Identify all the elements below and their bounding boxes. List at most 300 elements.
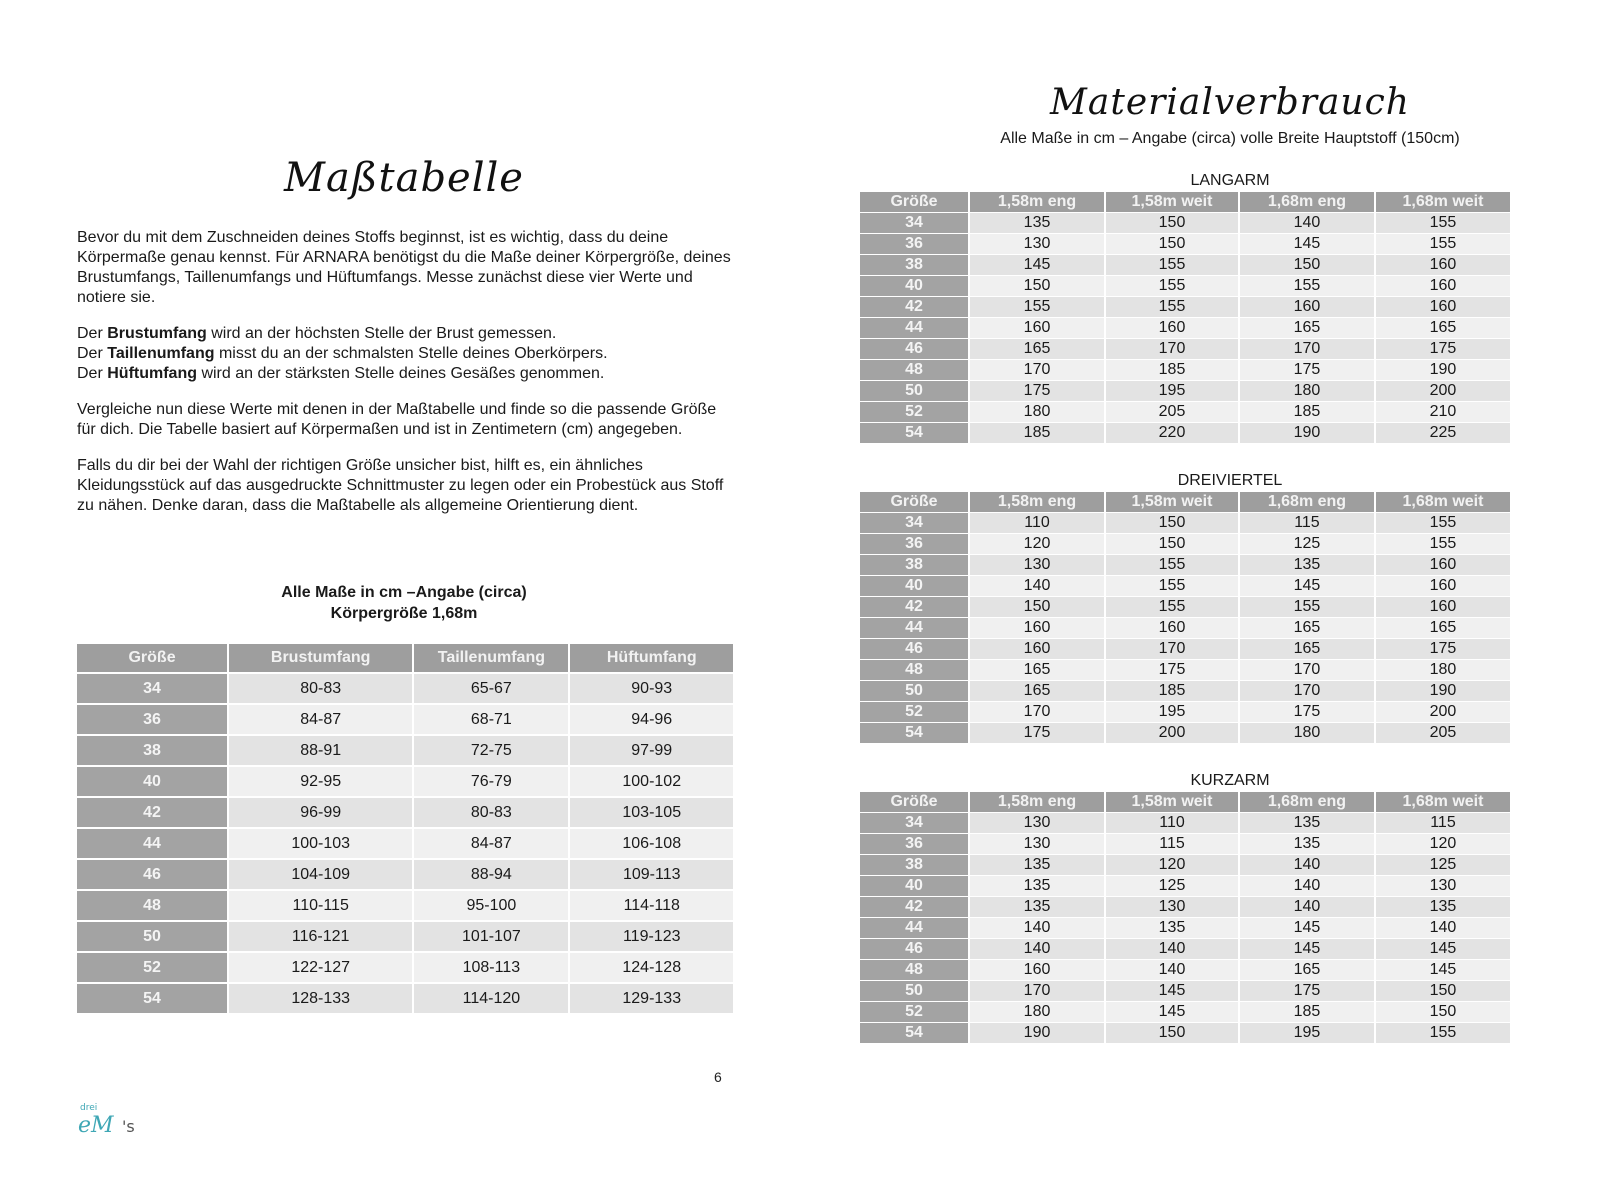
right-page — [860, 0, 1600, 1200]
value-cell: 140 — [1240, 897, 1374, 917]
value-cell: 170 — [1106, 639, 1238, 659]
value-cell: 185 — [970, 423, 1104, 443]
dreiviertel-block — [860, 470, 1600, 744]
value-cell: 110 — [1106, 813, 1238, 833]
value-cell: 195 — [1106, 381, 1238, 401]
value-cell: 170 — [970, 981, 1104, 1001]
size-table-header-row — [77, 644, 733, 672]
value-cell: 135 — [970, 213, 1104, 233]
value-cell: 95-100 — [414, 891, 568, 920]
value-cell: 180 — [1376, 660, 1510, 680]
value-cell: 150 — [1106, 534, 1238, 554]
value-cell: 125 — [1106, 876, 1238, 896]
text: wird an der stärksten Stelle deines Gesäßes genommen. — [197, 365, 605, 382]
value-cell: 150 — [970, 276, 1104, 296]
header-cell: 1,58m eng — [970, 792, 1104, 812]
header-cell: 1,68m weit — [1376, 492, 1510, 512]
value-cell: 165 — [970, 660, 1104, 680]
value-cell: 160 — [970, 960, 1104, 980]
value-cell: 160 — [1376, 597, 1510, 617]
value-cell: 120 — [970, 534, 1104, 554]
table-row — [860, 1023, 1510, 1043]
table-row — [860, 918, 1510, 938]
value-cell: 110 — [970, 513, 1104, 533]
langarm-heading: LANGARM — [1190, 172, 1270, 189]
table-row — [77, 767, 733, 796]
value-cell: 205 — [1376, 723, 1510, 743]
value-cell: 200 — [1376, 702, 1510, 722]
value-cell: 145 — [1376, 939, 1510, 959]
value-cell: 170 — [970, 360, 1104, 380]
value-cell: 150 — [1240, 255, 1374, 275]
value-cell: 68-71 — [414, 705, 568, 734]
size-cell: 54 — [77, 984, 227, 1013]
value-cell: 130 — [1376, 876, 1510, 896]
header-cell: 1,68m weit — [1376, 192, 1510, 212]
logo-suffix-text: 's — [122, 1117, 135, 1136]
value-cell: 220 — [1106, 423, 1238, 443]
header-cell: 1,68m eng — [1240, 192, 1374, 212]
size-cell: 48 — [860, 960, 968, 980]
value-cell: 165 — [1240, 318, 1374, 338]
value-cell: 160 — [1376, 555, 1510, 575]
value-cell: 94-96 — [570, 705, 733, 734]
size-cell: 44 — [860, 918, 968, 938]
value-cell: 120 — [1106, 855, 1238, 875]
table-row — [860, 555, 1510, 575]
value-cell: 122-127 — [229, 953, 412, 982]
value-cell: 145 — [1240, 234, 1374, 254]
value-cell: 97-99 — [570, 736, 733, 765]
value-cell: 190 — [970, 1023, 1104, 1043]
value-cell: 135 — [1376, 897, 1510, 917]
value-cell: 135 — [970, 897, 1104, 917]
logo-main-text: eM — [78, 1113, 114, 1138]
value-cell: 130 — [970, 813, 1104, 833]
value-cell: 150 — [1106, 513, 1238, 533]
size-cell: 34 — [860, 813, 968, 833]
value-cell: 88-94 — [414, 860, 568, 889]
table-row — [77, 736, 733, 765]
size-cell: 42 — [77, 798, 227, 827]
value-cell: 76-79 — [414, 767, 568, 796]
measure-line-waist — [77, 344, 737, 364]
value-cell: 160 — [1376, 576, 1510, 596]
text: Der — [77, 345, 108, 362]
table-row — [860, 423, 1510, 443]
table-row — [860, 897, 1510, 917]
value-cell: 90-93 — [570, 674, 733, 703]
value-cell: 150 — [1106, 213, 1238, 233]
value-cell: 120 — [1376, 834, 1510, 854]
compare-paragraph: Vergleiche nun diese Werte mit denen in der Maßtabelle und finde so die passende Größe für dich. Die Tabelle basiert auf Körpermaßen und ist in Zentimetern (cm) angegeben. — [77, 401, 717, 438]
size-cell: 50 — [77, 922, 227, 951]
table-row — [77, 860, 733, 889]
value-cell: 84-87 — [414, 829, 568, 858]
value-cell: 140 — [970, 918, 1104, 938]
value-cell: 106-108 — [570, 829, 733, 858]
value-cell: 170 — [1106, 339, 1238, 359]
value-cell: 180 — [970, 402, 1104, 422]
kurzarm-heading: KURZARM — [1190, 772, 1270, 789]
size-cell: 44 — [77, 829, 227, 858]
value-cell: 80-83 — [229, 674, 412, 703]
value-cell: 175 — [970, 723, 1104, 743]
bold-term: Taillenumfang — [107, 345, 215, 362]
value-cell: 155 — [1376, 213, 1510, 233]
value-cell: 109-113 — [570, 860, 733, 889]
size-table — [75, 642, 735, 1015]
size-chart-title: Maßtabelle — [284, 155, 524, 201]
size-cell: 40 — [860, 276, 968, 296]
size-cell: 54 — [860, 423, 968, 443]
value-cell: 150 — [1106, 1023, 1238, 1043]
bold-term: Hüftumfang — [107, 365, 197, 382]
table-row — [860, 213, 1510, 233]
value-cell: 160 — [970, 639, 1104, 659]
header-row — [860, 192, 1510, 212]
value-cell: 150 — [1376, 981, 1510, 1001]
dreiviertel-heading: DREIVIERTEL — [1177, 472, 1283, 489]
value-cell: 100-103 — [229, 829, 412, 858]
value-cell: 155 — [1106, 297, 1238, 317]
value-cell: 108-113 — [414, 953, 568, 982]
size-cell: 44 — [860, 318, 968, 338]
value-cell: 103-105 — [570, 798, 733, 827]
header-row — [860, 792, 1510, 812]
value-cell: 125 — [1240, 534, 1374, 554]
value-cell: 185 — [1240, 402, 1374, 422]
value-cell: 160 — [1240, 297, 1374, 317]
value-cell: 88-91 — [229, 736, 412, 765]
table-row — [860, 960, 1510, 980]
size-cell: 44 — [860, 618, 968, 638]
value-cell: 130 — [1106, 897, 1238, 917]
value-cell: 210 — [1376, 402, 1510, 422]
table-row — [860, 297, 1510, 317]
header-cell: Taillenumfang — [414, 644, 568, 672]
size-cell: 52 — [77, 953, 227, 982]
value-cell: 170 — [970, 702, 1104, 722]
size-cell: 52 — [860, 702, 968, 722]
value-cell: 145 — [1376, 960, 1510, 980]
table-row — [77, 953, 733, 982]
table-row — [77, 891, 733, 920]
value-cell: 115 — [1106, 834, 1238, 854]
size-cell: 46 — [860, 339, 968, 359]
value-cell: 145 — [1240, 576, 1374, 596]
size-cell: 48 — [860, 660, 968, 680]
value-cell: 160 — [1376, 276, 1510, 296]
value-cell: 170 — [1240, 339, 1374, 359]
page-number: 6 — [714, 1069, 722, 1085]
langarm-table — [858, 191, 1512, 444]
value-cell: 165 — [1240, 639, 1374, 659]
value-cell: 175 — [970, 381, 1104, 401]
table-row — [860, 855, 1510, 875]
table-row — [860, 597, 1510, 617]
value-cell: 135 — [1106, 918, 1238, 938]
value-cell: 140 — [1240, 876, 1374, 896]
value-cell: 140 — [970, 576, 1104, 596]
text: misst du an der schmalsten Stelle deines Oberkörpers. — [214, 345, 608, 362]
table-row — [860, 876, 1510, 896]
value-cell: 180 — [970, 1002, 1104, 1022]
value-cell: 190 — [1376, 681, 1510, 701]
value-cell: 150 — [1106, 234, 1238, 254]
size-cell: 38 — [77, 736, 227, 765]
value-cell: 145 — [1106, 1002, 1238, 1022]
table-row — [860, 639, 1510, 659]
table-row — [860, 939, 1510, 959]
value-cell: 155 — [1376, 234, 1510, 254]
header-cell: 1,58m weit — [1106, 192, 1238, 212]
measure-instructions — [77, 324, 737, 384]
value-cell: 155 — [1106, 555, 1238, 575]
size-cell: 38 — [860, 855, 968, 875]
value-cell: 190 — [1240, 423, 1374, 443]
dreiviertel-table — [858, 491, 1512, 744]
size-cell: 36 — [860, 234, 968, 254]
caption-line: Alle Maße in cm –Angabe (circa) — [281, 584, 527, 601]
value-cell: 140 — [1376, 918, 1510, 938]
header-cell: 1,68m eng — [1240, 792, 1374, 812]
header-cell: 1,68m weit — [1376, 792, 1510, 812]
value-cell: 165 — [1240, 618, 1374, 638]
value-cell: 205 — [1106, 402, 1238, 422]
value-cell: 195 — [1106, 702, 1238, 722]
value-cell: 110-115 — [229, 891, 412, 920]
value-cell: 170 — [1240, 660, 1374, 680]
table-row — [860, 513, 1510, 533]
value-cell: 155 — [1376, 513, 1510, 533]
size-cell: 34 — [860, 213, 968, 233]
table-row — [860, 660, 1510, 680]
value-cell: 72-75 — [414, 736, 568, 765]
value-cell: 200 — [1106, 723, 1238, 743]
value-cell: 140 — [1240, 213, 1374, 233]
value-cell: 135 — [1240, 813, 1374, 833]
table-row — [77, 829, 733, 858]
value-cell: 135 — [1240, 834, 1374, 854]
size-cell: 36 — [860, 834, 968, 854]
caption-line: Körpergröße 1,68m — [330, 605, 478, 622]
value-cell: 155 — [1240, 597, 1374, 617]
value-cell: 125 — [1376, 855, 1510, 875]
measure-line-hip — [77, 364, 737, 384]
value-cell: 145 — [970, 255, 1104, 275]
left-page — [0, 0, 790, 1200]
size-cell: 50 — [860, 381, 968, 401]
value-cell: 180 — [1240, 723, 1374, 743]
measure-line-bust — [77, 324, 737, 344]
size-cell: 52 — [860, 402, 968, 422]
value-cell: 165 — [1376, 318, 1510, 338]
size-cell: 36 — [860, 534, 968, 554]
value-cell: 140 — [1106, 960, 1238, 980]
value-cell: 101-107 — [414, 922, 568, 951]
value-cell: 155 — [1376, 534, 1510, 554]
size-table-caption — [77, 582, 731, 624]
value-cell: 160 — [970, 618, 1104, 638]
value-cell: 114-120 — [414, 984, 568, 1013]
value-cell: 128-133 — [229, 984, 412, 1013]
table-row — [860, 360, 1510, 380]
value-cell: 145 — [1106, 981, 1238, 1001]
size-cell: 40 — [860, 876, 968, 896]
intro-text — [77, 228, 737, 532]
text: Der — [77, 325, 108, 342]
size-cell: 50 — [860, 681, 968, 701]
table-row — [860, 402, 1510, 422]
table-row — [860, 381, 1510, 401]
text: wird an der höchsten Stelle der Brust gemessen. — [206, 325, 557, 342]
table-row — [860, 681, 1510, 701]
value-cell: 155 — [1376, 1023, 1510, 1043]
size-cell: 42 — [860, 297, 968, 317]
value-cell: 140 — [1240, 855, 1374, 875]
value-cell: 185 — [1106, 681, 1238, 701]
size-cell: 34 — [77, 674, 227, 703]
value-cell: 190 — [1376, 360, 1510, 380]
value-cell: 195 — [1240, 1023, 1374, 1043]
value-cell: 155 — [1106, 276, 1238, 296]
header-row — [860, 492, 1510, 512]
value-cell: 155 — [970, 297, 1104, 317]
value-cell: 140 — [970, 939, 1104, 959]
value-cell: 145 — [1240, 939, 1374, 959]
value-cell: 160 — [1106, 618, 1238, 638]
table-row — [860, 981, 1510, 1001]
value-cell: 130 — [970, 834, 1104, 854]
table-row — [860, 834, 1510, 854]
header-cell: 1,68m eng — [1240, 492, 1374, 512]
logo-small-text: drei — [80, 1103, 98, 1113]
value-cell: 135 — [970, 876, 1104, 896]
value-cell: 84-87 — [229, 705, 412, 734]
value-cell: 65-67 — [414, 674, 568, 703]
value-cell: 160 — [1376, 255, 1510, 275]
value-cell: 170 — [1240, 681, 1374, 701]
table-row — [860, 618, 1510, 638]
header-cell: 1,58m eng — [970, 192, 1104, 212]
value-cell: 175 — [1376, 339, 1510, 359]
size-cell: 38 — [860, 555, 968, 575]
table-row — [860, 534, 1510, 554]
size-cell: 54 — [860, 1023, 968, 1043]
intro-paragraph: Bevor du mit dem Zuschneiden deines Stoffs beginnst, ist es wichtig, dass du deine Körpermaße genau kennst. Für ARNARA benötigst du die Maße deiner Körpergröße, deines Brustumfangs, Taillenumfangs und Hüftumfangs. Messe zunächst diese vier Werte und notiere sie. — [77, 229, 731, 306]
table-row — [860, 255, 1510, 275]
value-cell: 165 — [970, 681, 1104, 701]
value-cell: 124-128 — [570, 953, 733, 982]
value-cell: 116-121 — [229, 922, 412, 951]
header-cell: Größe — [860, 792, 968, 812]
value-cell: 185 — [1240, 1002, 1374, 1022]
header-cell: 1,58m weit — [1106, 492, 1238, 512]
value-cell: 115 — [1376, 813, 1510, 833]
bold-term: Brustumfang — [107, 325, 207, 342]
value-cell: 114-118 — [570, 891, 733, 920]
brand-logo — [78, 1100, 148, 1140]
table-row — [77, 798, 733, 827]
header-cell: Größe — [860, 492, 968, 512]
value-cell: 80-83 — [414, 798, 568, 827]
size-cell: 46 — [77, 860, 227, 889]
table-row — [860, 1002, 1510, 1022]
table-row — [860, 318, 1510, 338]
value-cell: 100-102 — [570, 767, 733, 796]
value-cell: 225 — [1376, 423, 1510, 443]
value-cell: 92-95 — [229, 767, 412, 796]
size-cell: 38 — [860, 255, 968, 275]
value-cell: 130 — [970, 234, 1104, 254]
size-cell: 46 — [860, 939, 968, 959]
value-cell: 175 — [1240, 702, 1374, 722]
value-cell: 155 — [1106, 597, 1238, 617]
value-cell: 130 — [970, 555, 1104, 575]
value-cell: 165 — [1376, 618, 1510, 638]
table-row — [77, 674, 733, 703]
value-cell: 150 — [970, 597, 1104, 617]
value-cell: 135 — [1240, 555, 1374, 575]
text: Der — [77, 365, 108, 382]
value-cell: 155 — [1240, 276, 1374, 296]
header-cell: Größe — [860, 192, 968, 212]
value-cell: 129-133 — [570, 984, 733, 1013]
kurzarm-block — [860, 770, 1600, 1044]
value-cell: 150 — [1376, 1002, 1510, 1022]
size-cell: 42 — [860, 897, 968, 917]
size-cell: 54 — [860, 723, 968, 743]
value-cell: 145 — [1240, 918, 1374, 938]
value-cell: 160 — [1376, 297, 1510, 317]
table-row — [77, 922, 733, 951]
value-cell: 155 — [1106, 576, 1238, 596]
kurzarm-table — [858, 791, 1512, 1044]
material-usage-subtitle: Alle Maße in cm – Angabe (circa) volle Breite Hauptstoff (150cm) — [1000, 130, 1460, 147]
header-cell: Brustumfang — [229, 644, 412, 672]
table-row — [860, 576, 1510, 596]
value-cell: 160 — [970, 318, 1104, 338]
value-cell: 155 — [1106, 255, 1238, 275]
value-cell: 135 — [970, 855, 1104, 875]
unsure-paragraph: Falls du dir bei der Wahl der richtigen Größe unsicher bist, hilft es, ein ähnliches Kleidungsstück auf das ausgedruckte Schnittmuster zu legen oder ein Probestück aus Stoff zu nähen. Denke daran, dass die Maßtabelle als allgemeine Orientierung dient. — [77, 457, 724, 514]
value-cell: 115 — [1240, 513, 1374, 533]
size-cell: 34 — [860, 513, 968, 533]
size-cell: 40 — [77, 767, 227, 796]
material-usage-title: Materialverbrauch — [1050, 82, 1410, 123]
value-cell: 175 — [1240, 360, 1374, 380]
header-cell: 1,58m eng — [970, 492, 1104, 512]
table-row — [860, 234, 1510, 254]
value-cell: 175 — [1106, 660, 1238, 680]
table-row — [860, 813, 1510, 833]
size-cell: 48 — [860, 360, 968, 380]
size-cell: 46 — [860, 639, 968, 659]
size-cell: 50 — [860, 981, 968, 1001]
value-cell: 165 — [1240, 960, 1374, 980]
value-cell: 200 — [1376, 381, 1510, 401]
header-cell: Größe — [77, 644, 227, 672]
table-row — [860, 339, 1510, 359]
table-row — [860, 702, 1510, 722]
size-cell: 42 — [860, 597, 968, 617]
table-row — [77, 705, 733, 734]
value-cell: 165 — [970, 339, 1104, 359]
value-cell: 104-109 — [229, 860, 412, 889]
table-row — [860, 723, 1510, 743]
size-cell: 52 — [860, 1002, 968, 1022]
